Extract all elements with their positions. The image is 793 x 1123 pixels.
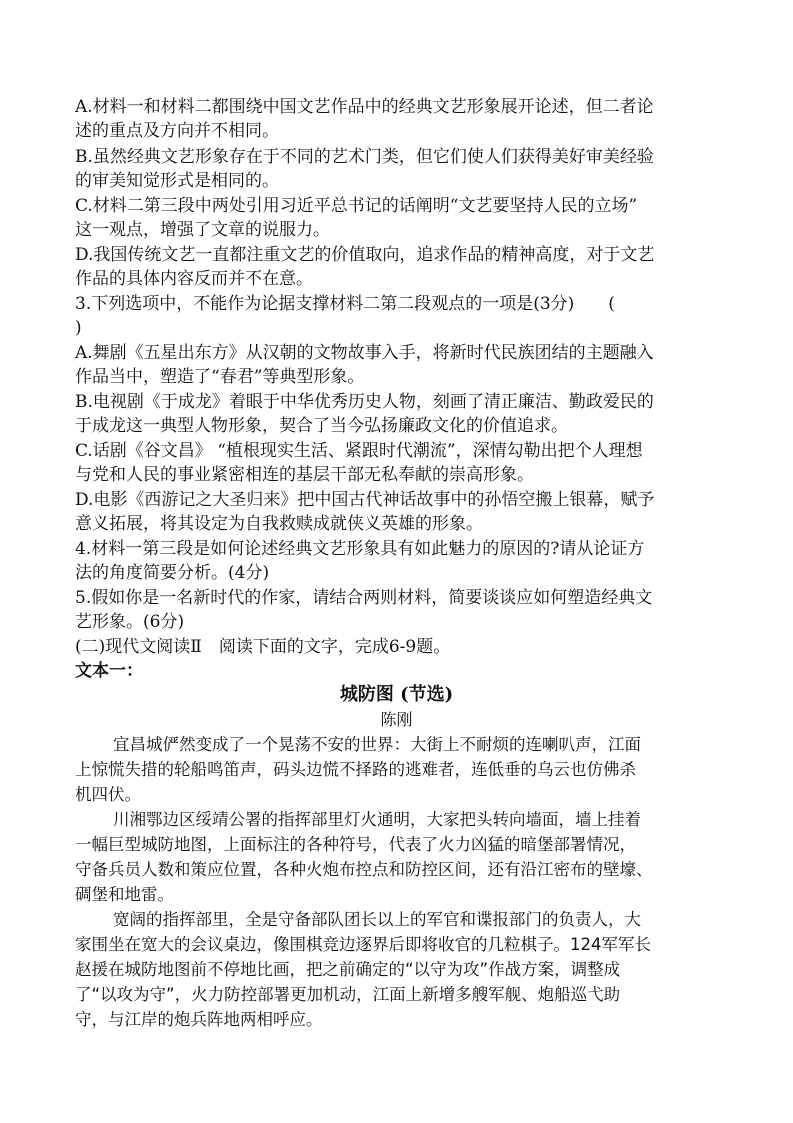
story-title: 城防图 (节选) <box>339 684 454 705</box>
q3-option-d-line-1: D.电影《西游记之大圣归来》把中国古代神话故事中的孙悟空搬上银幕，赋予 <box>75 490 655 510</box>
text-one-label: 文本一： <box>75 661 143 681</box>
option-c-line-1: C.材料二第三段中两处引用习近平总书记的话阐明“文艺要坚持人民的立场” <box>75 196 638 216</box>
option-a-line-1: A.材料一和材料二都围绕中国文艺作品中的经典文艺形象展开论述，但二者论 <box>75 97 654 117</box>
option-c-line-2: 这一观点，增强了文章的说服力。 <box>75 220 330 240</box>
q3-option-a-line-1: A.舞剧《五星出东方》从汉朝的文物故事入手，将新时代民族团结的主题融入 <box>75 343 654 363</box>
story-p1-line-2: 上惊慌失措的轮船鸣笛声，码头边慌不择路的逃难者，连低垂的乌云也仿佛杀 <box>75 760 636 779</box>
question-4-line-2: 法的角度简要分析。(4分) <box>75 563 270 583</box>
question-3-stem-bracket: ) <box>75 318 82 338</box>
q3-option-c-line-2: 与党和人民的事业紧密相连的基层干部无私奉献的崇高形象。 <box>75 465 534 485</box>
q3-option-a-line-2: 作品当中，塑造了“春君”等典型形象。 <box>75 367 365 387</box>
story-p2-line-4: 碉堡和地雷。 <box>75 885 174 904</box>
story-p3-line-1: 宽阔的指挥部里，全是守备部队团长以上的军官和谍报部门的负责人，大 <box>113 910 641 929</box>
option-b-line-2: 的审美知觉形式是相同的。 <box>75 171 279 191</box>
option-a-line-2: 述的重点及方向并不相同。 <box>75 121 279 141</box>
q3-option-b-line-2: 于成龙这一典型人物形象，契合了当今弘扬廉政文化的价值追求。 <box>75 416 568 436</box>
q3-option-c-line-1: C.话剧《谷文昌》 “植根现实生活、紧跟时代潮流”，深情勾勒出把个人理想 <box>75 441 643 461</box>
story-p3-line-3: 赵援在城防地图前不停地比画，把之前确定的“以守为攻”作战方案，调整成 <box>75 960 621 979</box>
story-p1-line-1: 宜昌城俨然变成了一个晃荡不安的世界：大街上不耐烦的连喇叭声，江面 <box>113 735 641 754</box>
q3-option-b-line-1: B.电视剧《于成龙》着眼于中华优秀历史人物，刻画了清正廉洁、勤政爱民的 <box>75 392 654 412</box>
q3-option-d-line-2: 意义拓展，将其设定为自我救赎成就侠义英雄的形象。 <box>75 514 483 534</box>
story-p2-line-2: 一幅巨型城防地图，上面标注的各种符号，代表了火力凶猛的暗堡部署情况， <box>75 835 636 854</box>
question-3-stem: 3.下列选项中，不能作为论据支撑材料二第二段观点的一项是(3分) ( <box>75 294 615 314</box>
story-p3-line-4: 了“以攻为守”，火力防控部署更加机动，江面上新增多艘军舰、炮船巡弋助 <box>75 985 621 1004</box>
story-p2-line-1: 川湘鄂边区绥靖公署的指挥部里灯火通明，大家把头转向墙面，墙上挂着 <box>113 810 641 829</box>
story-p3-line-2: 家围坐在宽大的会议桌边，像围棋竞边逐界后即将收官的几粒棋子。124军军长 <box>75 935 651 954</box>
section-heading: (二)现代文阅读Ⅱ 阅读下面的文字，完成6-9题。 <box>75 637 451 657</box>
story-p3-line-5: 守，与江岸的炮兵阵地两相呼应。 <box>75 1010 323 1029</box>
question-5-line-2: 艺形象。(6分) <box>75 612 185 632</box>
story-p1-line-3: 机四伏。 <box>75 785 141 804</box>
option-b-line-1: B.虽然经典文艺形象存在于不同的艺术门类，但它们使人们获得美好审美经验 <box>75 147 654 167</box>
question-5-line-1: 5.假如你是一名新时代的作家，请结合两则材料，简要谈谈应如何塑造经典文 <box>75 588 653 608</box>
option-d-line-1: D.我国传统文艺一直都注重文艺的价值取向，追求作品的精神高度，对于文艺 <box>75 245 655 265</box>
story-p2-line-3: 守备兵员人数和策应位置，各种火炮布控点和防控区间，还有沿江密布的壁壕、 <box>75 860 653 879</box>
question-4-line-1: 4.材料一第三段是如何论述经典文艺形象具有如此魅力的原因的?请从论证方 <box>75 539 645 559</box>
option-d-line-2: 作品的具体内容反而并不在意。 <box>75 269 313 289</box>
story-author: 陈刚 <box>380 710 413 729</box>
